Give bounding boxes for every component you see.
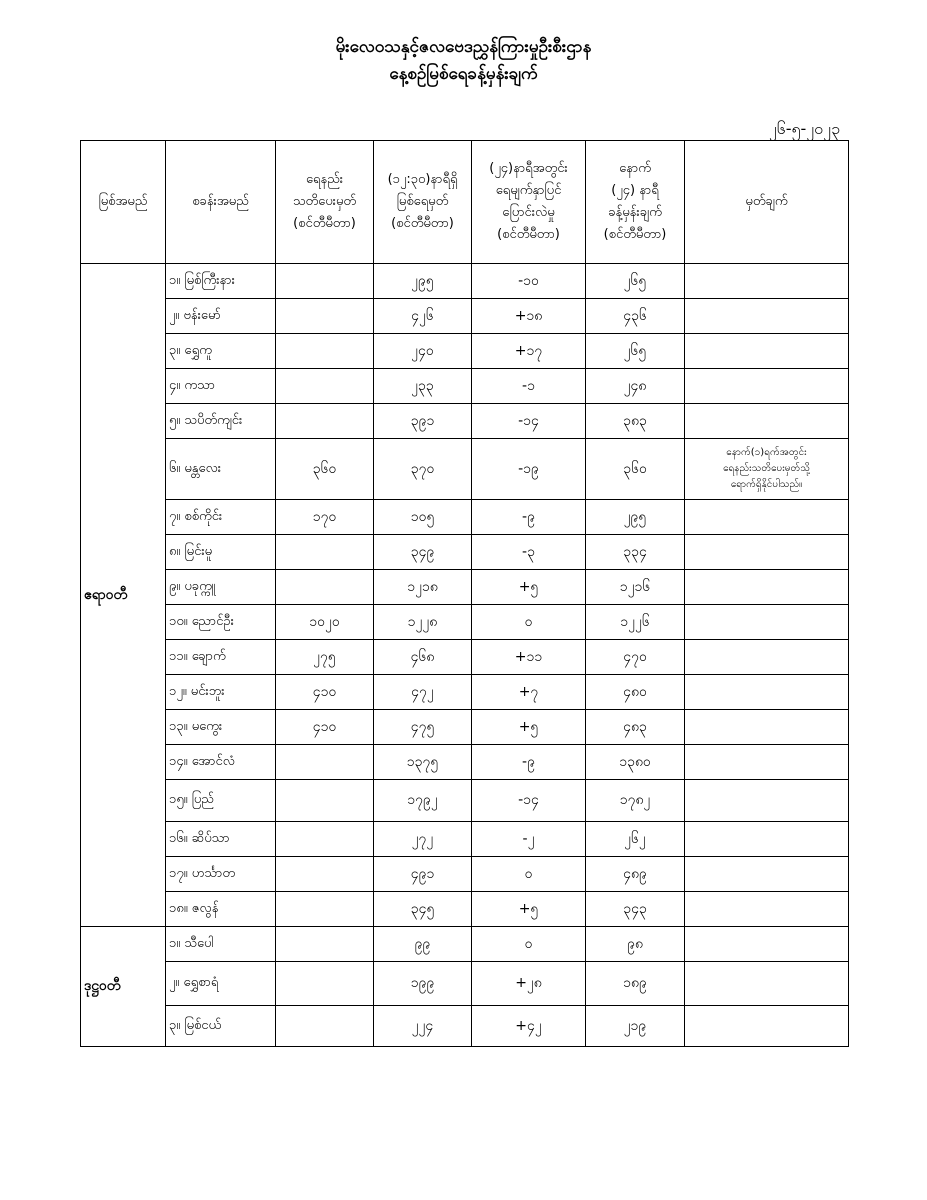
station-name: ၁။ သီပေါ (166, 927, 276, 962)
level-change: +၅ (472, 570, 586, 605)
forecast-level: ၄၈၉ (586, 857, 685, 892)
water-level: ၄၉၁ (374, 857, 472, 892)
level-change: +၅ (472, 710, 586, 745)
danger-level: ၃၆၀ (276, 439, 374, 500)
remark (685, 369, 849, 404)
table-row (81, 1006, 849, 1047)
table-header-row (81, 141, 849, 264)
station-name: ၆။ မန္တလေး (166, 439, 276, 500)
station-name: ၁၀။ ညောင်ဦး (166, 605, 276, 640)
level-change: ၀ (472, 605, 586, 640)
danger-level (276, 822, 374, 857)
remark (685, 334, 849, 369)
remark-line: ရောက်ရှိနိုင်ပါသည်။ (730, 479, 803, 490)
forecast-level: ၂၉၅ (586, 500, 685, 535)
table-row (81, 780, 849, 822)
level-change: +၁၁ (472, 640, 586, 675)
danger-level (276, 780, 374, 822)
station-name: ၅။ သပိတ်ကျင်း (166, 404, 276, 439)
col-forecast: နောက် (၂၄) နာရီ ခန့်မှန်းချက် (စင်တီမီတာ) (586, 141, 685, 264)
station-name: ၃။ မြစ်ငယ် (166, 1006, 276, 1047)
forecast-level: ၁၃၈၀ (586, 745, 685, 780)
table-row (81, 745, 849, 780)
danger-level (276, 264, 374, 299)
forecast-level: ၄၃၆ (586, 299, 685, 334)
water-level: ၃၇၀ (374, 439, 472, 500)
level-change: -၂ (472, 822, 586, 857)
table-row (81, 857, 849, 892)
table-row (81, 962, 849, 1006)
level-change: -၁၉ (472, 439, 586, 500)
water-level: ၄၂၆ (374, 299, 472, 334)
water-level: ၁၂၂၈ (374, 605, 472, 640)
remark (685, 892, 849, 927)
danger-level (276, 745, 374, 780)
station-name: ၃။ ရွှေကူ (166, 334, 276, 369)
remark-line: ရေနည်းသတိပေးမှတ်သို့ (723, 463, 810, 474)
water-level: ၄၆၈ (374, 640, 472, 675)
danger-level: ၁၇၀ (276, 500, 374, 535)
level-change: +၇ (472, 675, 586, 710)
remark-line: နောက်(၁)ရက်အတွင်း (726, 447, 807, 458)
forecast-level: ၂၆၂ (586, 822, 685, 857)
table-row (81, 439, 849, 500)
danger-level (276, 927, 374, 962)
danger-level (276, 404, 374, 439)
forecast-level: ၁၈၉ (586, 962, 685, 1006)
station-name: ၂။ ဗန်းမော် (166, 299, 276, 334)
col-danger: ရေနည်း သတိပေးမှတ် (စင်တီမီတာ) (276, 141, 374, 264)
forecast-level: ၄၈၃ (586, 710, 685, 745)
table-row (81, 500, 849, 535)
water-level: ၂၉၅ (374, 264, 472, 299)
station-name: ၁၃။ မကွေး (166, 710, 276, 745)
level-change: ၀ (472, 927, 586, 962)
water-level: ၁၃၇၅ (374, 745, 472, 780)
remark (685, 962, 849, 1006)
level-change: -၉ (472, 500, 586, 535)
remark (685, 500, 849, 535)
level-change: -၉ (472, 745, 586, 780)
page-title: မိုးလေဝသနှင့်ဇလဗေဒညွှန်ကြားမှုဦးစီးဌာန (335, 37, 592, 57)
water-level: ၁၀၅ (374, 500, 472, 535)
water-level: ၂၄၀ (374, 334, 472, 369)
forecast-level: ၄၇၀ (586, 640, 685, 675)
table-row (81, 822, 849, 857)
water-level: ၁၇၉၂ (374, 780, 472, 822)
danger-level (276, 962, 374, 1006)
remark (685, 927, 849, 962)
remark (685, 822, 849, 857)
table-row (81, 675, 849, 710)
water-level: ၂၂၄ (374, 1006, 472, 1047)
level-change: +၁၇ (472, 334, 586, 369)
table-body (81, 264, 849, 1047)
station-name: ၁။ မြစ်ကြီးနား (166, 264, 276, 299)
danger-level: ၁၀၂၀ (276, 605, 374, 640)
station-name: ၁၆။ ဆိပ်သာ (166, 822, 276, 857)
level-change: -၁၀ (472, 264, 586, 299)
table-row (81, 640, 849, 675)
station-name: ၄။ ကသာ (166, 369, 276, 404)
remark (685, 745, 849, 780)
forecast-level: ၁၂၂၆ (586, 605, 685, 640)
table-row (81, 710, 849, 745)
danger-level (276, 570, 374, 605)
level-change: -၁၄ (472, 404, 586, 439)
remark (685, 535, 849, 570)
forecast-level: ၃၈၃ (586, 404, 685, 439)
forecast-level: ၂၆၅ (586, 264, 685, 299)
station-name: ၁၈။ ဇလွန် (166, 892, 276, 927)
station-name: ၁၂။ မင်းဘူး (166, 675, 276, 710)
station-name: ၁၄။ အောင်လံ (166, 745, 276, 780)
danger-level: ၄၁၀ (276, 675, 374, 710)
table-row (81, 404, 849, 439)
forecast-level: ၁၇၈၂ (586, 780, 685, 822)
remark (685, 780, 849, 822)
remark (685, 675, 849, 710)
remark (685, 710, 849, 745)
table-row (81, 927, 849, 962)
station-name: ၂။ ရွှေစာရံ (166, 962, 276, 1006)
station-name: ၁၁။ ချောက် (166, 640, 276, 675)
level-change: -၁၄ (472, 780, 586, 822)
danger-level (276, 857, 374, 892)
table-row (81, 570, 849, 605)
remark (685, 439, 849, 500)
danger-level (276, 1006, 374, 1047)
report-date: ၂၆-၅-၂၀၂၃ (768, 119, 840, 138)
col-river: မြစ်အမည် (81, 141, 166, 264)
col-level: (၁၂:၃၀)နာရီရှိ မြစ်ရေမှတ် (စင်တီမီတာ) (374, 141, 472, 264)
table-row (81, 264, 849, 299)
forecast-level: ၂၄၈ (586, 369, 685, 404)
table-row (81, 605, 849, 640)
remark (685, 299, 849, 334)
col-change: (၂၄)နာရီအတွင်း ရေမျက်နှာပြင် ပြောင်းလဲမှု (စင်တီမီတာ) (472, 141, 586, 264)
danger-level (276, 892, 374, 927)
forecast-level: ၁၂၁၆ (586, 570, 685, 605)
table-row (81, 535, 849, 570)
forecast-level: ၂၆၅ (586, 334, 685, 369)
table-row (81, 369, 849, 404)
water-level: ၄၇၂ (374, 675, 472, 710)
level-change: +၅ (472, 892, 586, 927)
water-level: ၉၉ (374, 927, 472, 962)
water-level: ၃၄၉ (374, 535, 472, 570)
remark (685, 264, 849, 299)
water-level: ၂၇၂ (374, 822, 472, 857)
forecast-level: ၃၄၃ (586, 892, 685, 927)
danger-level (276, 334, 374, 369)
level-change: ၀ (472, 857, 586, 892)
water-level: ၁၂၁၈ (374, 570, 472, 605)
forecast-level: ၃၆၀ (586, 439, 685, 500)
water-level: ၂၃၃ (374, 369, 472, 404)
level-change: +၁၈ (472, 299, 586, 334)
forecast-level: ၉၈ (586, 927, 685, 962)
danger-level (276, 535, 374, 570)
table-row (81, 892, 849, 927)
col-station: စခန်းအမည် (166, 141, 276, 264)
river-level-table (80, 140, 849, 1047)
station-name: ၉။ ပခုက္ကူ (166, 570, 276, 605)
river-name: ဧရာဝတီ (81, 264, 166, 927)
forecast-level: ၂၁၉ (586, 1006, 685, 1047)
danger-level (276, 299, 374, 334)
station-name: ၇။ စစ်ကိုင်း (166, 500, 276, 535)
remark (685, 857, 849, 892)
col-remark: မှတ်ချက် (685, 141, 849, 264)
remark (685, 570, 849, 605)
remark (685, 1006, 849, 1047)
table-row (81, 299, 849, 334)
level-change: +၄၂ (472, 1006, 586, 1047)
remark (685, 404, 849, 439)
station-name: ၁၅။ ပြည် (166, 780, 276, 822)
table-row (81, 334, 849, 369)
danger-level (276, 369, 374, 404)
page-subtitle: နေ့စဉ်မြစ်ရေခန့်မှန်းချက် (389, 64, 538, 84)
level-change: +၂၈ (472, 962, 586, 1006)
water-level: ၄၇၅ (374, 710, 472, 745)
level-change: -၃ (472, 535, 586, 570)
remark (685, 640, 849, 675)
river-name: ဒုဋ္ဌဝတီ (81, 927, 166, 1047)
water-level: ၃၄၅ (374, 892, 472, 927)
water-level: ၃၉၁ (374, 404, 472, 439)
remark (685, 605, 849, 640)
station-name: ၁၇။ ဟင်္သာတ (166, 857, 276, 892)
danger-level: ၂၇၅ (276, 640, 374, 675)
water-level: ၁၉၉ (374, 962, 472, 1006)
danger-level: ၄၁၀ (276, 710, 374, 745)
forecast-level: ၃၃၄ (586, 535, 685, 570)
forecast-level: ၄၈၀ (586, 675, 685, 710)
level-change: -၁ (472, 369, 586, 404)
station-name: ၈။ မြင်းမူ (166, 535, 276, 570)
